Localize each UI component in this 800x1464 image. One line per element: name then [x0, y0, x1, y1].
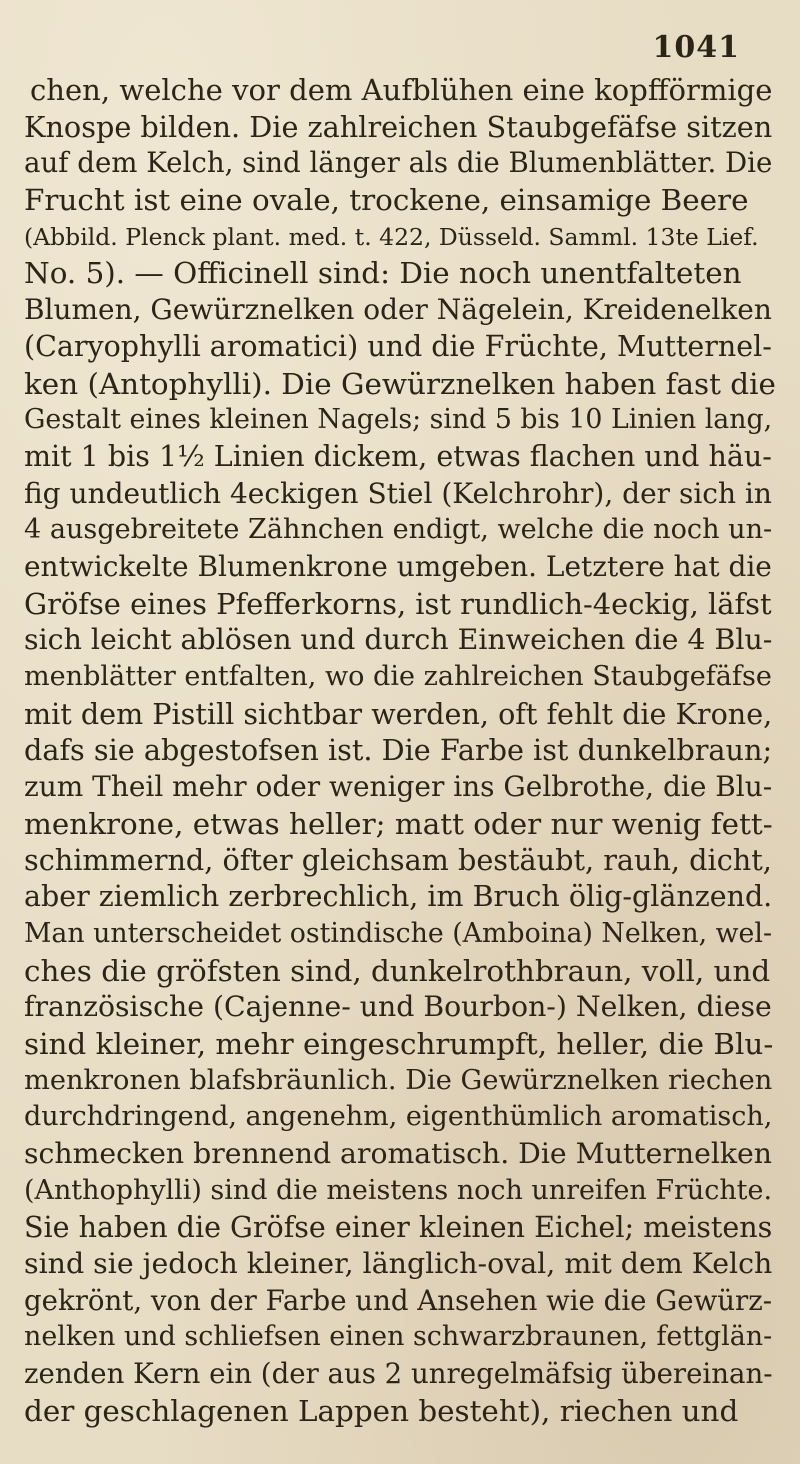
text-line: Knospe bilden. Die zahlreichen Staubgefäfse sitzen — [24, 109, 773, 144]
text-line: chen, welche vor dem Aufblühen eine kopfförmige — [30, 73, 773, 107]
text-line: sich leicht ablösen und durch Einweichen die 4 Blu- — [24, 623, 773, 657]
text-line: Frucht ist eine ovale, trockene, einsamige Beere — [24, 183, 749, 218]
text-line: durchdringend, angenehm, eigenthümlich aromatisch, — [24, 1101, 773, 1133]
body-text — [24, 72, 776, 1429]
text-line: Sie haben die Gröfse einer kleinen Eichel; meistens — [24, 1210, 773, 1245]
text-line: zum Theil mehr oder weniger ins Gelbrothe, die Blu- — [24, 770, 773, 804]
text-line: (Caryophylli aromatici) und die Früchte, Mutternel- — [24, 329, 772, 363]
text-line: mit 1 bis 1½ Linien dickem, etwas flachen und häu- — [24, 439, 772, 473]
text-line: der geschlagenen Lappen besteht), riechen und — [24, 1393, 739, 1428]
text-line: mit dem Pistill sichtbar werden, oft fehlt die Krone, — [24, 696, 773, 731]
text-line: Gröfse eines Pfefferkorns, ist rundlich-4eckig, läfst — [24, 586, 772, 621]
text-line: Man unterscheidet ostindische (Amboina) Nelken, wel- — [24, 917, 773, 949]
text-line: sind kleiner, mehr eingeschrumpft, heller, die Blu- — [24, 1026, 774, 1061]
text-line: menkronen blafsbräunlich. Die Gewürznelken riechen — [24, 1064, 773, 1096]
text-line: Blumen, Gewürznelken oder Nägelein, Kreidenelken — [24, 293, 772, 327]
text-line: zenden Kern ein (der aus 2 unregelmäfsig übereinan- — [24, 1357, 773, 1391]
text-line: (Anthophylli) sind die meistens noch unreifen Früchte. — [24, 1174, 773, 1206]
text-line: nelken und schliefsen einen schwarzbraunen, fettglän- — [24, 1321, 773, 1353]
text-line: schimmernd, öfter gleichsam bestäubt, rauh, dicht, — [24, 843, 772, 878]
text-line: schmecken brennend aromatisch. Die Mutternelken — [24, 1136, 773, 1170]
text-line: entwickelte Blumenkrone umgeben. Letztere hat die — [24, 549, 772, 583]
text-line: sind sie jedoch kleiner, länglich-oval, mit dem Kelch — [24, 1247, 773, 1280]
page-number: 1041 — [652, 30, 740, 65]
text-line: dafs sie abgestofsen ist. Die Farbe ist dunkelbraun; — [24, 733, 773, 768]
text-line: aber ziemlich zerbrechlich, im Bruch ölig-glänzend. — [24, 880, 773, 914]
text-line: französische (Cajenne- und Bourbon-) Nelken, diese — [24, 990, 772, 1024]
text-line: ken (Antophylli). Die Gewürznelken haben fast die — [24, 366, 776, 401]
text-line: 4 ausgebreitete Zähnchen endigt, welche die noch un- — [24, 514, 773, 546]
text-line: gekrönt, von der Farbe und Ansehen wie die Gewürz- — [24, 1283, 773, 1317]
text-line: (Abbild. Plenck plant. med. t. 422, Düsseld. Samml. 13te Lief. — [24, 222, 759, 251]
text-line: menblätter entfalten, wo die zahlreichen Staubgefäfse — [24, 661, 772, 692]
text-line: ches die gröfsten sind, dunkelrothbraun, voll, und — [24, 953, 771, 988]
text-line: Gestalt eines kleinen Nagels; sind 5 bis 10 Linien lang, — [24, 404, 773, 436]
text-line: fig undeutlich 4eckigen Stiel (Kelchrohr), der sich in — [24, 476, 772, 510]
text-line: No. 5). — Officinell sind: Die noch unentfalteten — [24, 256, 742, 291]
text-line: menkrone, etwas heller; matt oder nur wenig fett- — [24, 806, 773, 841]
text-line: auf dem Kelch, sind länger als die Blumenblätter. Die — [24, 146, 773, 180]
